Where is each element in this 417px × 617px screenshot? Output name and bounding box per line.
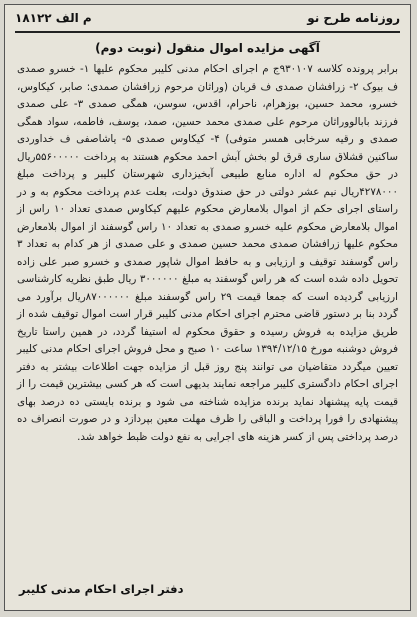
notice-body: برابر پرونده کلاسه ۹۳۰۱۰۷ج م اجرای احکام مدنی کلیبر محکوم علیها ۱- خسرو صمدی ف بیوک ۲- زرافشان صمدی ف قربان (وراثان مرحوم زرافشان صمدی: صابر، کیکاوس، خسرو، محمد حسین، بوزهرام، ناحرام، اقدس، سوسن، همگی صمدی ۳- علی صمدی فرزند بابالووراثان مرحوم علی صمدی محمد حسین، صمد، یوسف، فاطمه، سواد همگی صمدی و رقیه سرخابی همسر متوفی) ۴- کیکاوس صمدی ۵- یاشاصفی ف خداوردی ساکنین قشلاق ساری قرق لو بخش آبش احمد محکوم هستند به پرداخت ۵۵۶۰۰۰۰۰ریال در حق محکوم له اداره منابع طبیعی آبخیزداری شهرستان کلیبر و پرداخت مبلغ ۴۲۷۸۰۰۰ریال نیم عشر دولتی در حق صندوق دولت، بعلت عدم پرداخت محکوم به و در راستای اجرای حکم از اموال بلامعارض محکوم علیهم کیکاوس صمدی تعداد ۱۰ راس از اموال بلامعارض محکوم علیه خسرو صمدی به تعداد ۱۰ راس گوسفند از اموال بلامعارض محکوم علیها زرافشان صمدی محمد حسین صمدی و علی صمدی از هر کدام به تعداد ۳ راس گوسفند توقیف و ارزیابی و به حافظ اموال شاپور صمدی و خسرو صبر علی زاده تحویل داده شده است که هر راس گوسفند به مبلغ ۳۰۰۰۰۰۰ ریال طبق نظریه کارشناسی ارزیابی گردیده است که جمعا قیمت ۲۹ راس گوسفند مبلغ ۸۷۰۰۰۰۰۰ریال برآورد می گردد بنا بر دستور قاضی محترم اجرای احکام مدنی کلیبر قرار است اموال توقیف شده از طریق مزایده به فروش رسیده و حقوق محکوم له استیفا گردد، در همین راستا تاریخ فروش دوشنبه مورخ ۱۳۹۴/۱۲/۱۵ ساعت ۱۰ صبح و محل فروش اجرای احکام مدنی کلیبر تعیین میگردد متقاضیان می توانند پنج روز قبل از مزایده جهت اطلاعات بیشتر به دفتر اجرای احکام دادگستری کلیبر مراجعه نمایند بدیهی است که هر کسی بیشترین قیمت را از قیمت پایه پیشنهاد نماید برنده مزایده شناخته می شود و برنده بایستی ده درصد بهای پیشنهادی را فورا پرداخت و الباقی را ظرف مهلت معین بپردازد و در صورت انصراف ده درصد پرداختی پس از کسر هزینه های اجرایی به نفع دولت ظبط خواهد شد. <box>17 63 399 443</box>
ad-id: م الف ۱۸۱۲۲ <box>15 11 92 25</box>
notice-signature: دفتر اجرای احکام مدنی کلیبر <box>19 582 184 596</box>
notice-title: آگهی مزایده اموال منقول (نوبت دوم) <box>95 41 320 55</box>
newspaper-clipping <box>4 4 411 611</box>
clipping-header <box>15 5 400 33</box>
newspaper-name: روزنامه طرح نو <box>307 11 400 25</box>
